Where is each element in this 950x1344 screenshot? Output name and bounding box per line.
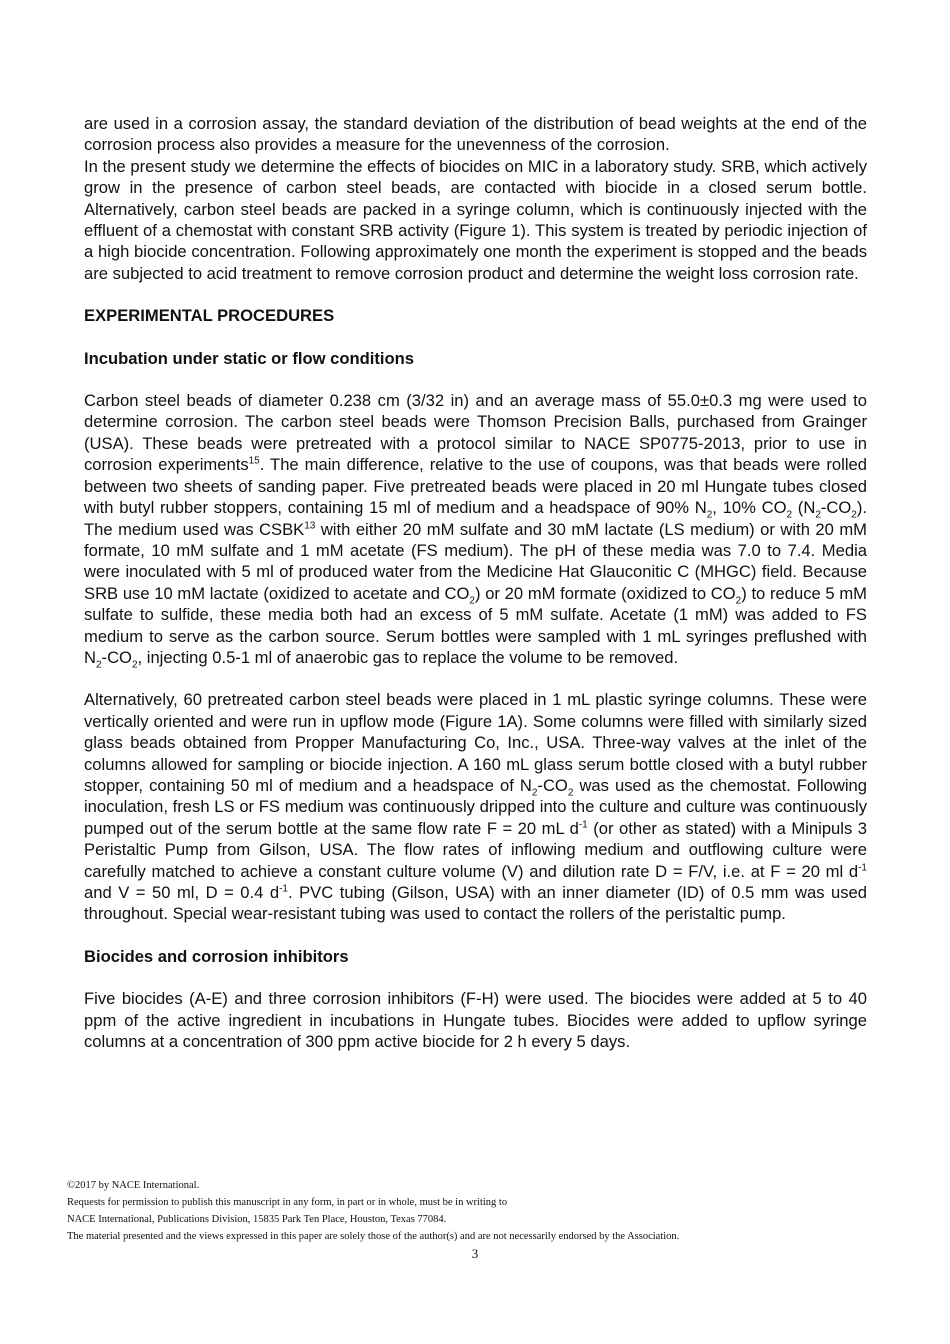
heading-incubation-conditions: Incubation under static or flow conditions [84,348,415,368]
footer-address: NACE International, Publications Division, 15835 Park Ten Place, Houston, Texas 77084. [67,1214,447,1225]
paragraph-biocides: Five biocides (A-E) and three corrosion inhibitors (F-H) were used. The biocides were added at 5 to 40 ppm of the active ingredient in incubations in Hungate tubes. Biocides were added to upflow syringe columns at a concentration of 300 ppm active biocide for 2 h every 5 days. [84,989,867,1052]
paragraph-flow-columns: Alternatively, 60 pretreated carbon steel beads were placed in 1 mL plastic syringe columns. These were vertically oriented and were run in upflow mode (Figure 1A). Some columns were filled with similarly sized glass beads obtained from Propper Manufacturing Co, Inc., USA. Three-way valves at the inlet of the columns allowed for sampling or biocide injection. A 160 mL glass serum bottle closed with a butyl rubber stopper, containing 50 ml of medium and a headspace of $N_2-CO_2$ was used as the chemostat. Following inoculation, fresh LS or FS medium was continuously dripped into the culture and culture was continuously pumped out of the serum bottle at the same flow rate F = 20 mL $d^{-1}$ (or other as stated) with a Minipuls 3 Peristaltic Pump from Gilson, USA. The flow rates of inflowing medium and outflowing culture were carefully matched to achieve a constant culture volume (V) and dilution rate D = F/V, i.e. at F = 20 ml $d^{-1}$ and V = 50 ml, D = 0.4 $d^{-1}$. PVC tubing (Gilson, USA) with an inner diameter (ID) of 0.5 mm was used throughout. Special wear-resistant tubing was used to contact the rollers of the peristaltic pump. [84,690,868,924]
footer-permission: Requests for permission to publish this manuscript in any form, in part or in whole, must be in writing to [67,1197,508,1208]
page-number: 3 [471,1246,479,1261]
footer-disclaimer: The material presented and the views expressed in this paper are solely those of the author(s) and are not necessarily endorsed by the Association. [67,1231,680,1242]
page-footer [67,1177,883,1245]
heading-biocides-inhibitors: Biocides and corrosion inhibitors [84,946,349,966]
paragraph-static-incubation: Carbon steel beads of diameter 0.238 cm (3/32 in) and an average mass of 55.0±0.3 mg were used to determine corrosion. The carbon steel beads were Thomson Precision Balls, purchased from Grainger (USA). These beads were pretreated with a protocol similar to NACE SP0775-2013, prior to use in corrosion experiments$^{15}$. The main difference, relative to the use of coupons, was that beads were rolled between two sheets of sanding paper. Five pretreated beads were placed in 20 ml Hungate tubes closed with butyl rubber stoppers, containing 15 ml of medium and a headspace of 90% $N_2$, 10% $CO_2$ $(N_2-CO_2)$. The medium used was CSBK$^{13}$ with either 20 mM sulfate and 30 mM lactate (LS medium) or with 20 mM formate, 10 mM sulfate and 1 mM acetate (FS medium). The pH of these media was 7.0 to 7.4. Media were inoculated with 5 ml of produced water from the Medicine Hat Glauconitic C (MHGC) field. Because SRB use 10 mM lactate (oxidized to acetate and $CO_2$) or 20 mM formate (oxidized to $CO_2$) to reduce 5 mM sulfate to sulfide, these media both had an excess of 5 mM sulfate. Acetate (1 mM) was added to FS medium to serve as the carbon source. Serum bottles were sampled with 1 mL syringes preflushed with $N_2-CO_2$, injecting 0.5-1 ml of anaerobic gas to replace the volume to be removed. [84,391,867,671]
heading-experimental-procedures: EXPERIMENTAL PROCEDURES [84,306,335,326]
page-body [84,113,867,1052]
paragraph-intro-end: are used in a corrosion assay, the standard deviation of the distribution of bead weights at the end of the corrosion process also provides a measure for the unevenness of the corrosion. [84,114,867,155]
paragraph-study-summary: In the present study we determine the effects of biocides on MIC in a laboratory study. SRB, which actively grow in the presence of carbon steel beads, are contacted with biocide in a closed serum bottle. Alternatively, carbon steel beads are packed in a syringe column, which is continuously injected with the effluent of a chemostat with constant SRB activity (Figure 1). This system is treated by periodic injection of a high biocide concentration. Following approximately one month the experiment is stopped and the beads are subjected to acid treatment to remove corrosion product and determine the weight loss corrosion rate. [84,156,867,283]
footer-copyright: ©2017 by NACE International. [67,1180,200,1191]
